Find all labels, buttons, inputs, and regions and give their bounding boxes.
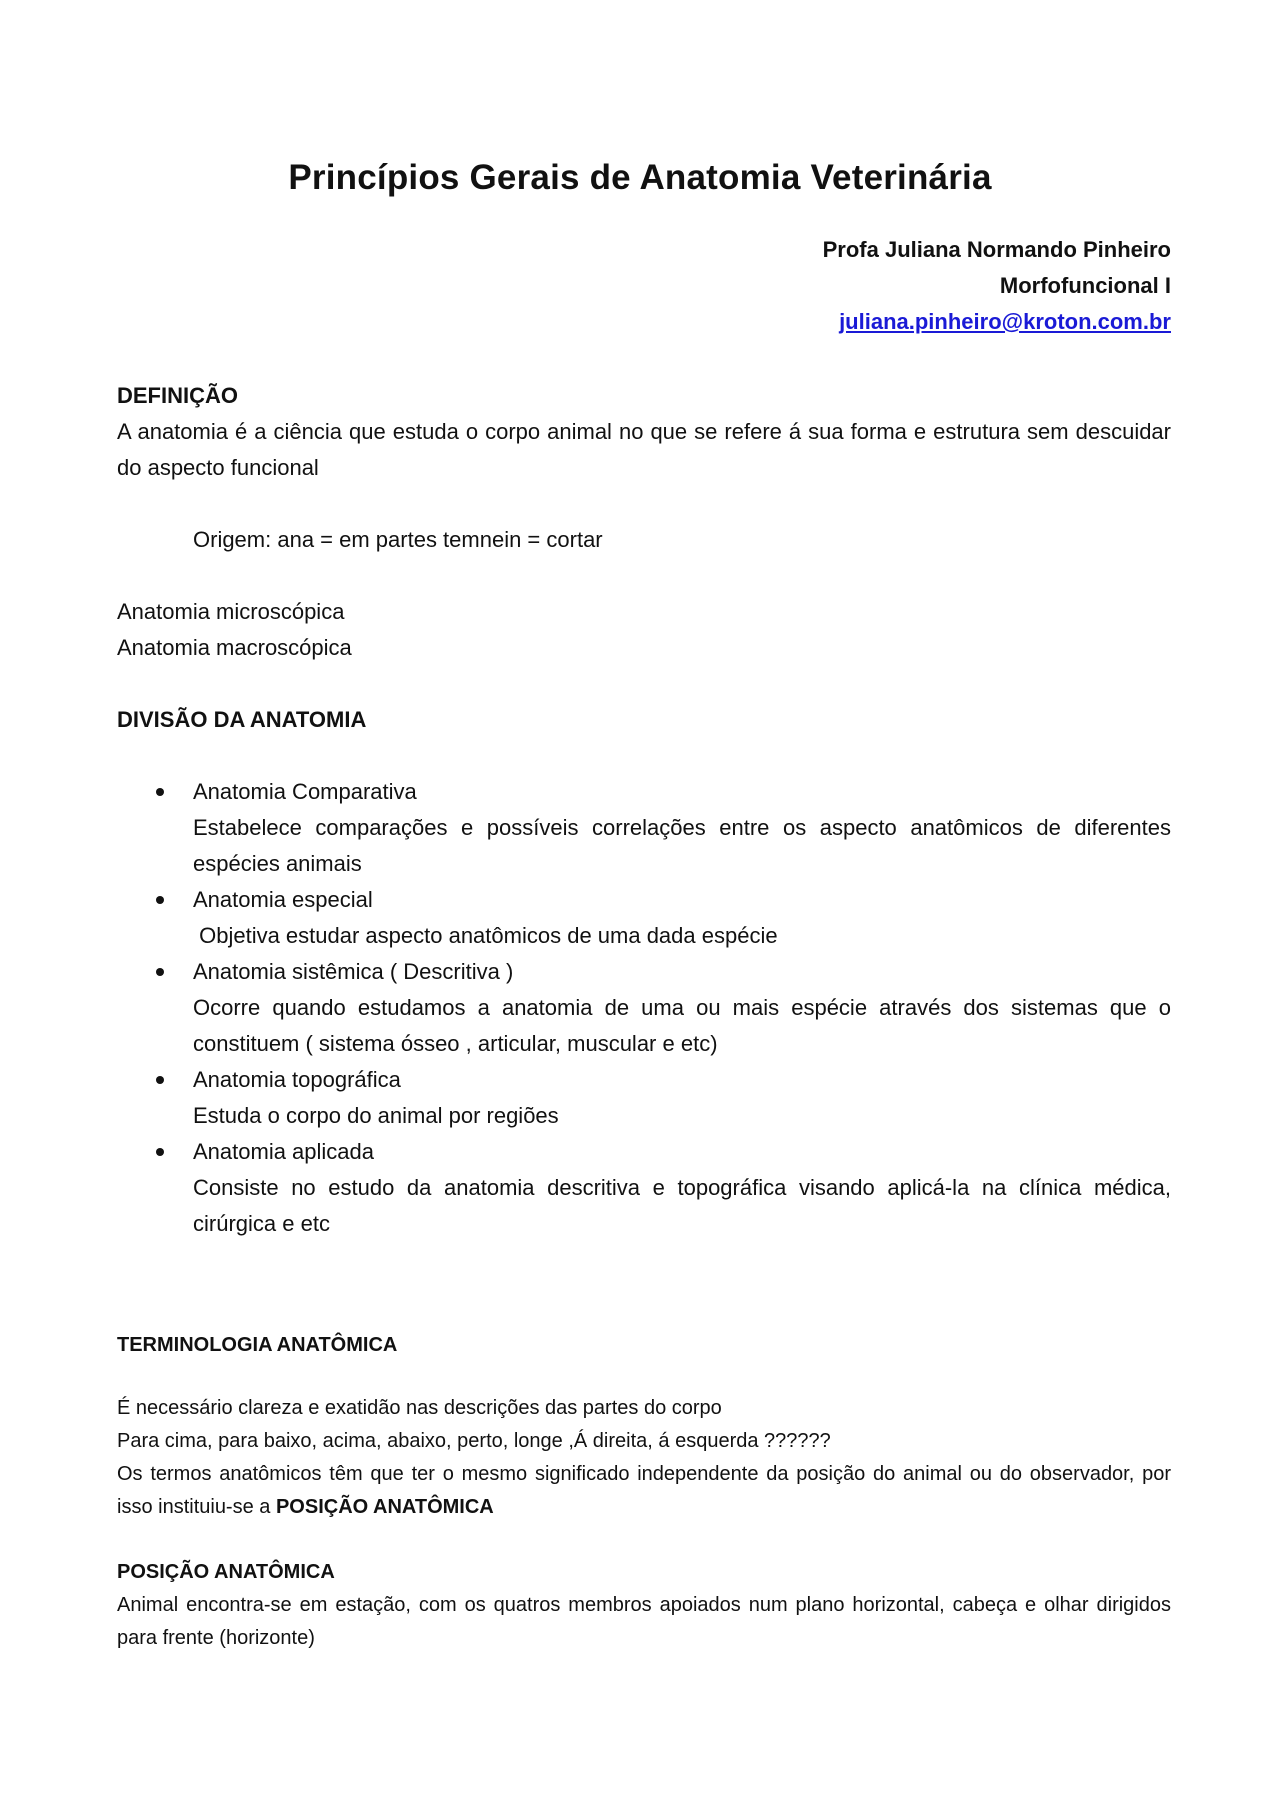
- anatomy-types: [117, 594, 1171, 666]
- terminology-paragraph: [117, 1458, 1171, 1524]
- list-item: [150, 774, 1171, 882]
- terminology-body: [117, 1392, 1171, 1524]
- list-item-label: Anatomia aplicada: [193, 1139, 375, 1164]
- bullet-icon: [156, 896, 164, 904]
- course-name: Morfofuncional I: [999, 273, 1171, 298]
- list-item: [150, 1062, 1171, 1134]
- document-title: Princípios Gerais de Anatomia Veterinária: [288, 158, 992, 197]
- author-block: [823, 232, 1171, 340]
- terminology-heading: TERMINOLOGIA ANATÔMICA: [117, 1334, 398, 1356]
- bullet-icon: [156, 968, 164, 976]
- terminology-line: É necessário clareza e exatidão nas descrições das partes do corpo: [117, 1397, 722, 1419]
- definition-text: A anatomia é a ciência que estuda o corpo animal no que se refere á sua forma e estrutura sem descuidar do aspecto funcional: [117, 419, 1171, 480]
- anatomy-type-item: Anatomia macroscópica: [117, 635, 352, 660]
- position-heading: POSIÇÃO ANATÔMICA: [117, 1561, 335, 1583]
- list-item: [150, 1134, 1171, 1242]
- terminology-text: Os termos anatômicos têm que ter o mesmo significado independente da posição do animal ou do observador, por isso instituiu-se a: [117, 1463, 1171, 1518]
- definition-section: [117, 378, 1171, 486]
- position-section: [117, 1556, 1171, 1655]
- list-item-label: Anatomia Comparativa: [193, 779, 417, 804]
- list-item-label: Anatomia especial: [193, 887, 373, 912]
- list-item-description: Ocorre quando estudamos a anatomia de uma ou mais espécie através dos sistemas que o constituem ( sistema ósseo , articular, muscular e etc): [193, 995, 1171, 1056]
- list-item-description: Estabelece comparações e possíveis correlações entre os aspecto anatômicos de diferentes espécies animais: [193, 815, 1171, 876]
- author-name: Profa Juliana Normando Pinheiro: [822, 237, 1171, 262]
- list-item-label: Anatomia topográfica: [193, 1067, 401, 1092]
- origin-line: Origem: ana = em partes temnein = cortar: [193, 527, 603, 552]
- anatomy-type-item: Anatomia microscópica: [117, 599, 345, 624]
- list-item: [150, 882, 1171, 954]
- bullet-icon: [156, 1148, 164, 1156]
- position-text: Animal encontra-se em estação, com os quatros membros apoiados num plano horizontal, cabeça e olhar dirigidos para frente (horizonte): [117, 1594, 1171, 1649]
- definition-heading: DEFINIÇÃO: [117, 383, 238, 408]
- terminology-line: Para cima, para baixo, acima, abaixo, perto, longe ,Á direita, á esquerda ??????: [117, 1430, 831, 1452]
- list-item-description: Consiste no estudo da anatomia descritiva e topográfica visando aplicá-la na clínica médica, cirúrgica e etc: [193, 1175, 1171, 1236]
- list-item-description: Estuda o corpo do animal por regiões: [193, 1103, 559, 1128]
- anatomical-position-emphasis: POSIÇÃO ANATÔMICA: [275, 1496, 494, 1518]
- bullet-icon: [156, 788, 164, 796]
- bullet-icon: [156, 1076, 164, 1084]
- list-item-description: Objetiva estudar aspecto anatômicos de uma dada espécie: [193, 923, 778, 948]
- list-item-label: Anatomia sistêmica ( Descritiva ): [193, 959, 514, 984]
- author-email-link[interactable]: juliana.pinheiro@kroton.com.br: [839, 309, 1171, 334]
- division-list: [150, 774, 1171, 1242]
- list-item: [150, 954, 1171, 1062]
- division-heading: DIVISÃO DA ANATOMIA: [117, 707, 367, 732]
